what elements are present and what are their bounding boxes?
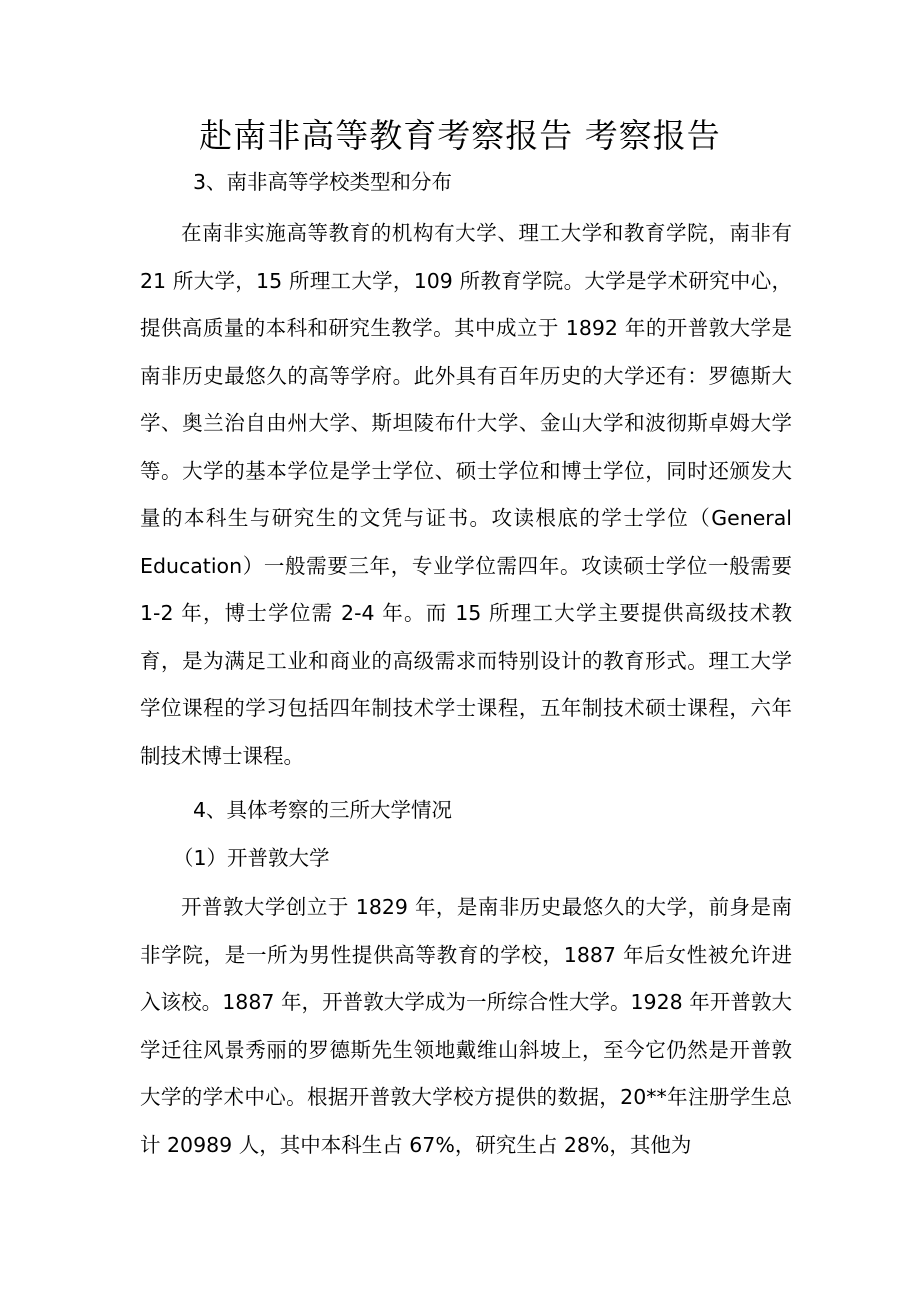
section-4-heading: 4、具体考察的三所大学情况: [193, 798, 453, 822]
document-title: 赴南非高等教育考察报告 考察报告: [199, 116, 721, 155]
section-3-heading: 3、南非高等学校类型和分布: [193, 170, 453, 194]
subsection-1-paragraph: 开普敦大学创立于 1829 年，是南非历史最悠久的大学，前身是南非学院，是一所为男性提供高等教育的学校，1887 年后女性被允许进入该校。1887 年，开普敦大学成为一所综合性大学。1928 年开普敦大学迁往风景秀丽的罗德斯先生领地戴维山斜坡上，至今它仍然是开普敦大学的学术中心。根据开普敦大学校方提供的数据，20**年注册学生总计 20989 人，其中本科生占 67%，研究生占 28%，其他为: [140, 895, 792, 1157]
subsection-1-heading: （1）开普敦大学: [173, 846, 330, 870]
section-3-paragraph: 在南非实施高等教育的机构有大学、理工大学和教育学院，南非有 21 所大学，15 所理工大学，109 所教育学院。大学是学术研究中心，提供高质量的本科和研究生教学。其中成立于 1892 年的开普敦大学是南非历史最悠久的高等学府。此外具有百年历史的大学还有：罗德斯大学、奥兰治自由州大学、斯坦陵布什大学、金山大学和波彻斯卓姆大学等。大学的基本学位是学士学位、硕士学位和博士学位，同时还颁发大量的本科生与研究生的文凭与证书。攻读根底的学士学位（General Education）一般需要三年，专业学位需四年。攻读硕士学位一般需要 1-2 年，博士学位需 2-4 年。而 15 所理工大学主要提供高级技术教育，是为满足工业和商业的高级需求而特别设计的教育形式。理工大学学位课程的学习包括四年制技术学士课程，五年制技术硕士课程，六年制技术博士课程。: [140, 221, 792, 768]
